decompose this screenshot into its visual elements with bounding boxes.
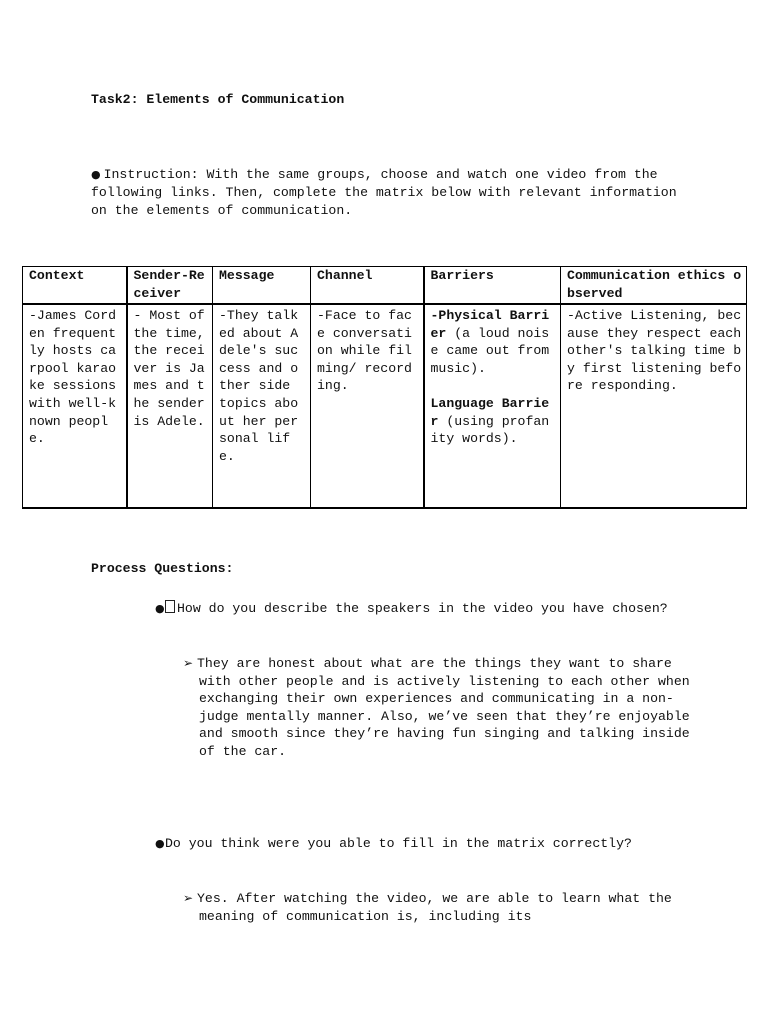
table-row <box>23 304 747 508</box>
process-questions-heading: Process Questions: <box>91 561 234 576</box>
language-barrier-text: (using profanity words). <box>430 413 550 447</box>
arrow-bullet-icon: ➢ <box>183 656 194 670</box>
physical-barrier-entry <box>431 307 557 377</box>
language-barrier-label: Language Barrier <box>430 395 550 429</box>
bullet-icon: ● <box>155 837 165 850</box>
answer-1 <box>177 655 699 761</box>
header-barriers: Barriers <box>424 267 561 305</box>
language-barrier-entry <box>431 395 557 448</box>
cell-ethics: -Active Listening, because they respect each other's talking time by first listening before responding. <box>561 304 747 508</box>
cell-channel: -Face to face conversation while filming/ recording. <box>311 304 424 508</box>
cell-sender-receiver: - Most of the time, the receiver is James and the sender is Adele. <box>127 304 213 508</box>
arrow-bullet-icon: ➢ <box>183 891 194 905</box>
header-sender-receiver: Sender-Receiver <box>127 267 213 305</box>
question-1-text: How do you describe the speakers in the video you have chosen? <box>177 601 668 616</box>
header-channel: Channel <box>311 267 424 305</box>
cell-barriers <box>424 304 561 508</box>
answer-1-text: They are honest about what are the things they want to share with other people and is actively listening to each other when exchanging their own experiences and communicating in a non-judge mentally manner. Also, we’ve seen that they’re enjoyable and smooth since they’re having fun singing and talking inside of the car. <box>197 656 690 759</box>
page-title: Task2: Elements of Communication <box>91 92 345 107</box>
cell-message: -They talked about Adele's success and other side topics about her personal life. <box>213 304 311 508</box>
answer-2 <box>177 890 699 925</box>
instruction-text: Instruction: With the same groups, choose and watch one video from the following links. Then, complete the matrix below with relevant information on the elements of communication. <box>91 167 677 218</box>
header-ethics: Communication ethics observed <box>561 267 747 305</box>
bullet-icon: ● <box>155 602 165 615</box>
physical-barrier-label: -Physical Barrier <box>430 308 550 341</box>
physical-barrier-text: (a loud noise came out from music). <box>430 325 550 376</box>
question-1 <box>155 600 717 618</box>
answer-2-text: Yes. After watching the video, we are able to learn what the meaning of communication is, including its <box>197 891 672 924</box>
communication-matrix-table <box>22 266 747 509</box>
question-2-text: Do you think were you able to fill in the matrix correctly? <box>165 836 632 851</box>
table-header-row <box>23 267 747 305</box>
header-context: Context <box>23 267 127 305</box>
cell-context: -James Corden frequently hosts carpool karaoke sessions with well-known people. <box>23 304 127 508</box>
missing-glyph-box-icon <box>165 600 175 613</box>
question-2 <box>155 835 717 853</box>
instruction-paragraph <box>91 166 681 219</box>
bullet-icon: ● <box>91 168 101 181</box>
header-message: Message <box>213 267 311 305</box>
